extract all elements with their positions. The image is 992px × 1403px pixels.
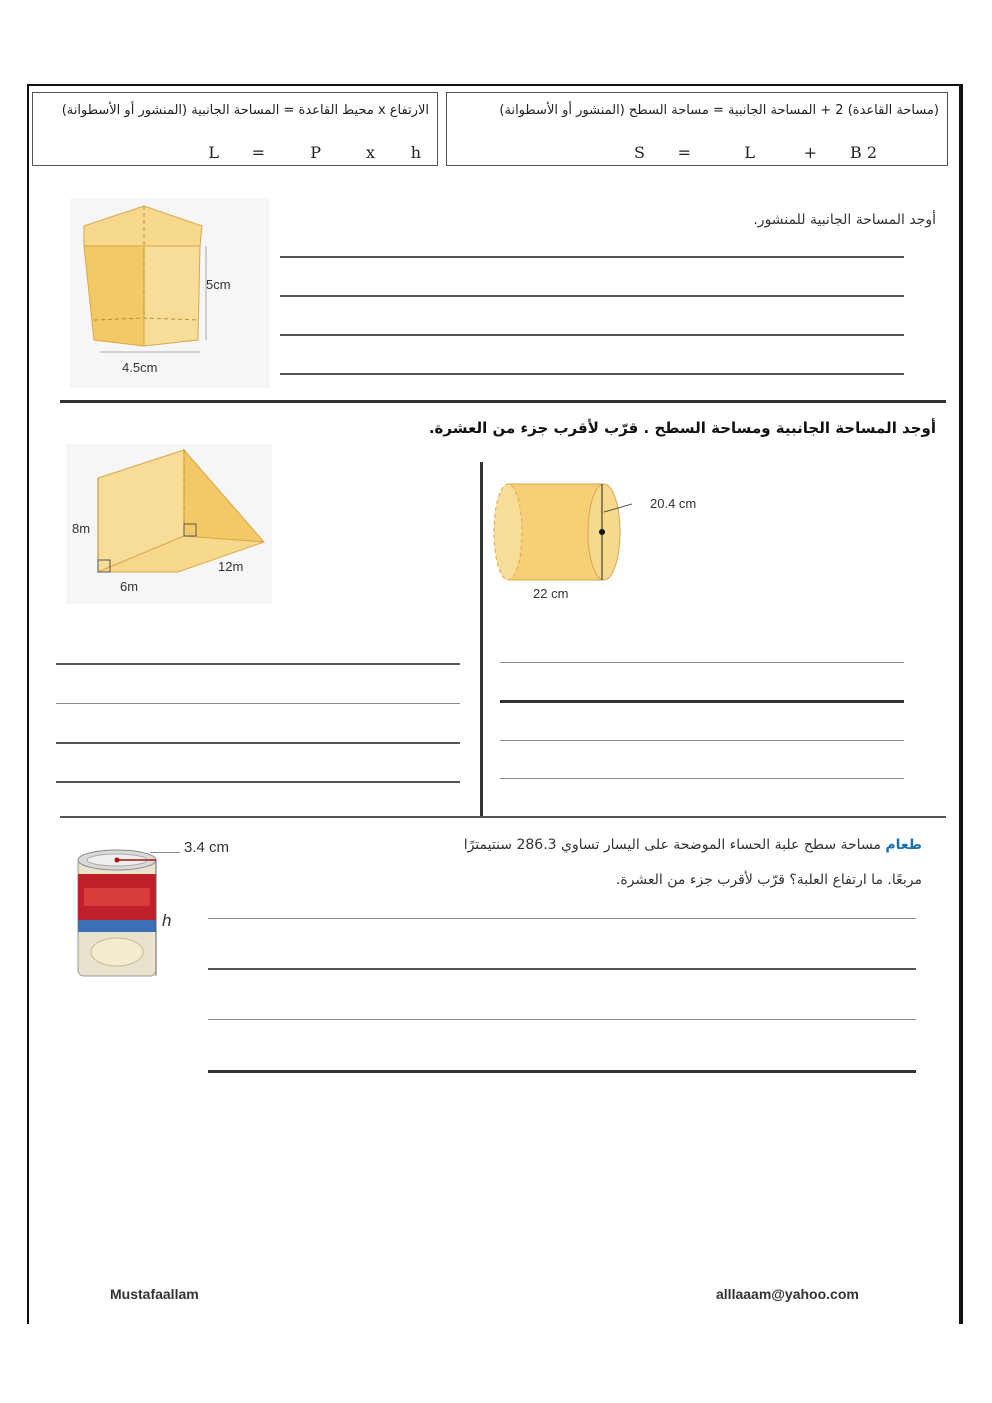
q3-text2: مربعًا. ما ارتفاع العلبة؟ قرّب لأقرب جزء من العشرة.: [615, 872, 922, 888]
footer-email: alllaaam@yahoo.com: [716, 1286, 859, 1302]
triangular-prism-figure: [66, 444, 272, 604]
formula-equals: =: [251, 143, 265, 162]
formula-s: S: [634, 143, 645, 162]
formula-equals2: =: [677, 143, 691, 162]
q2-instruction: أوجد المساحة الجانبية ومساحة السطح . قرّب لأقرب جزء من العشرة.: [428, 419, 936, 437]
answer-line: [500, 662, 904, 663]
formula-2b: 2 B: [849, 143, 877, 162]
surface-area-formula-box: [446, 92, 948, 166]
q2-prism-length-label: 12m: [218, 559, 244, 574]
lateral-area-formula-box: [32, 92, 438, 166]
formula-p: P: [310, 143, 321, 162]
pentagonal-prism-figure: [70, 198, 270, 388]
soup-can-figure: [74, 848, 160, 984]
footer-author: Mustafaallam: [110, 1286, 199, 1302]
answer-line: [208, 968, 916, 970]
q2-prism-height-label: 8m: [72, 521, 91, 536]
q3-text1: مساحة سطح علبة الحساء الموضحة على اليسار تساوي 286.3 سنتيمترًا: [463, 837, 881, 853]
q2-cylinder-diameter-label: 20.4 cm: [650, 496, 697, 511]
answer-line: [280, 295, 904, 297]
answer-line: [280, 256, 904, 258]
q3-keyword: طعام: [885, 837, 922, 853]
radius-pointer: [150, 852, 180, 853]
answer-line: [208, 918, 916, 919]
q2-prism-base-label: 6m: [120, 579, 139, 594]
q3-radius-label: 3.4 cm: [184, 839, 230, 856]
answer-line: [280, 373, 904, 375]
q1-base-label: 4.5cm: [122, 360, 158, 375]
formula-l2: L: [744, 143, 755, 162]
formula-h: h: [410, 143, 421, 162]
section-divider: [60, 400, 946, 403]
q3-line1: [464, 837, 922, 853]
answer-line: [56, 781, 460, 783]
answer-line: [208, 1019, 916, 1020]
q3-height-label: h: [162, 911, 172, 930]
cylinder-figure: [492, 478, 632, 588]
column-divider: [480, 462, 483, 816]
answer-line: [500, 700, 904, 703]
answer-line: [208, 1070, 916, 1073]
formula-l: L: [208, 143, 219, 162]
answer-line: [56, 663, 460, 665]
q1-instruction: أوجد المساحة الجانبية للمنشور.: [753, 212, 936, 228]
formula-times: x: [365, 143, 375, 162]
answer-line: [280, 334, 904, 336]
lateral-area-formula-text: الارتفاع x محيط القاعدة = المساحة الجانبية (المنشور أو الأسطوانة): [61, 103, 429, 118]
formula-plus: +: [803, 143, 817, 162]
q1-height-label: 5cm: [206, 277, 231, 292]
section-divider: [60, 816, 946, 818]
surface-area-formula-text: (مساحة القاعدة) 2 + المساحة الجانبية = مساحة السطح (المنشور أو الأسطوانة): [499, 103, 939, 118]
answer-line: [56, 742, 460, 744]
answer-line: [500, 740, 904, 741]
q2-cylinder-length-label: 22 cm: [533, 586, 569, 601]
answer-line: [500, 778, 904, 779]
answer-line: [56, 703, 460, 704]
